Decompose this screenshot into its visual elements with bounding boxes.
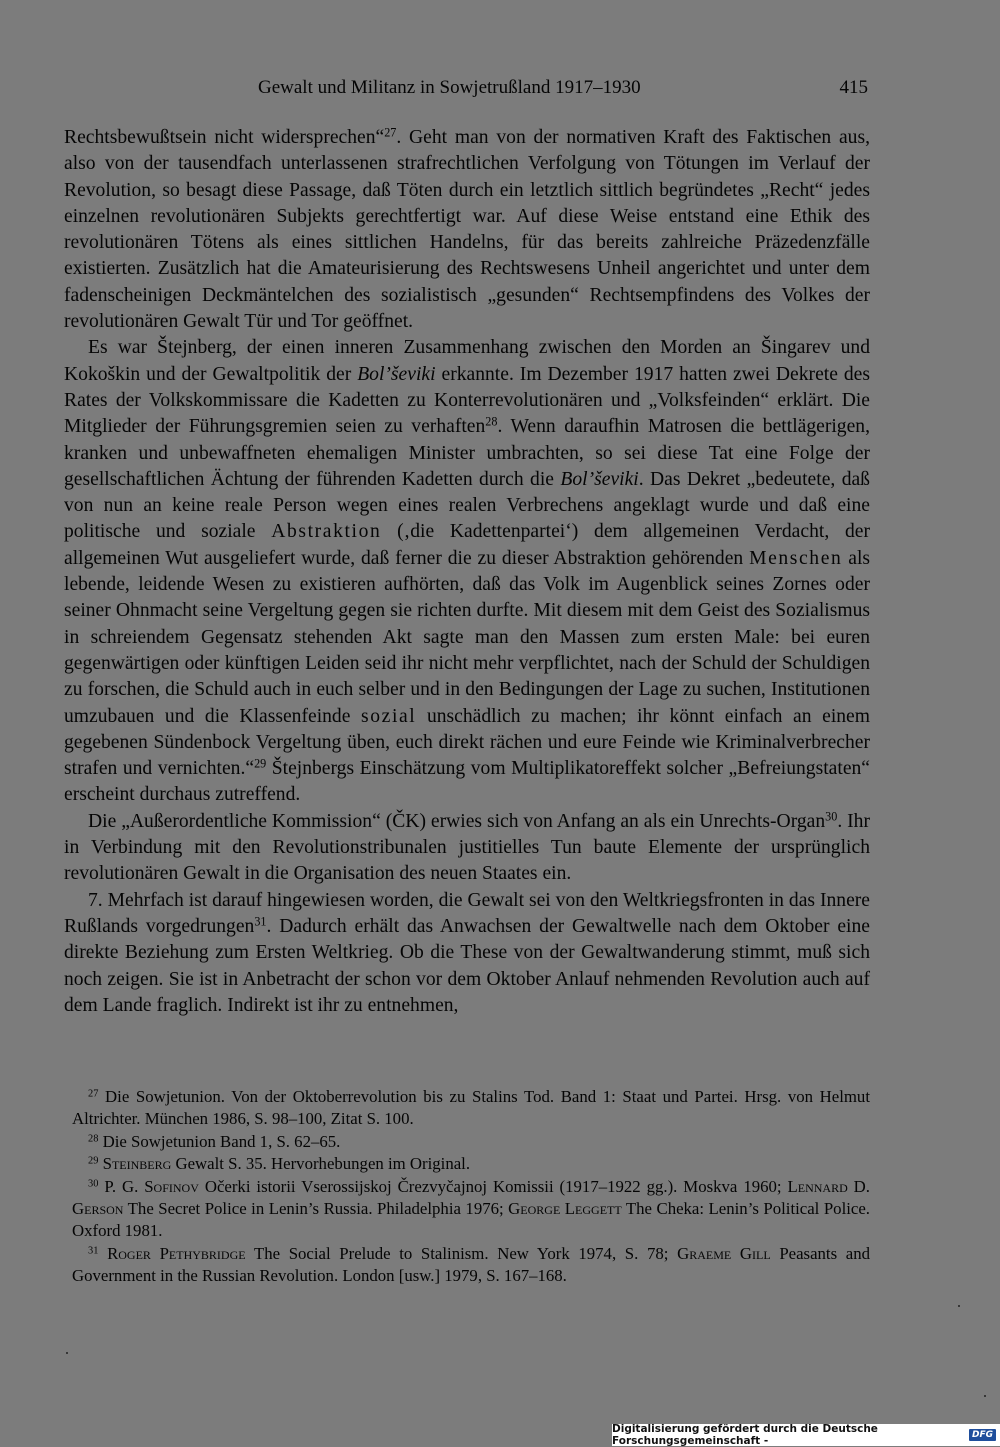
footnote-number: 28 bbox=[88, 1133, 99, 1145]
footnote-text: The Cheka: Lenin’s Political Police. Oxford 1981. bbox=[72, 1199, 870, 1241]
footnote-number: 27 bbox=[88, 1088, 99, 1100]
running-head bbox=[258, 76, 868, 100]
text-run: . Wenn daraufhin Matrosen die bettlägerigen, kranken und unbewaffneten ehemaligen Minister umbrachten, so sei diese Tat eine Folge der gesellschaftlichen Ächtung der führenden Kadetten durch die bbox=[64, 416, 870, 490]
footnote-ref-30: 30 bbox=[825, 809, 838, 824]
text-run: . Das Dekret „bedeutete, daß von nun an keine reale Person wegen eines realen Verbrechens angeklagt wurde und daß eine politische und soziale bbox=[64, 468, 870, 543]
paragraph-3 bbox=[64, 809, 870, 888]
author-name: Steinberg bbox=[102, 1154, 172, 1174]
author-name: Lennard D. Gerson bbox=[72, 1176, 870, 1219]
footnote-27 bbox=[72, 1086, 870, 1131]
emphasis-spaced: Menschen bbox=[749, 547, 843, 569]
author-name: Graeme Gill bbox=[677, 1243, 771, 1263]
text-run: 7. Mehrfach ist darauf hingewiesen worden, die Gewalt sei von den Weltkriegsfronten in das Innere Rußlands vorgedrungen bbox=[64, 889, 870, 937]
text-run: unschädlich zu machen; ihr könnt einfach an einem gegebenen Sündenbock Vergeltung üben, euch direkt rächen und eure Feinde wie Kriminalverbrecher strafen und vernichten.“ bbox=[64, 705, 870, 780]
text-run: Rechtsbewußtsein nicht widersprechen“ bbox=[64, 127, 385, 148]
text-run: erkannte. Im Dezember 1917 hatten zwei Dekrete des Rates der Volkskommissare die Kadetten zu Konterrevolutionären und „Volksfeinden“ erklärt. Die Mitglieder der Führungsgremien seien zu verhaften bbox=[64, 363, 870, 438]
footnote-text: Die Sowjetunion Band 1, S. 62–65. bbox=[98, 1131, 341, 1151]
text-run: . Dadurch erhält das Anwachsen der Gewaltwelle nach dem Oktober eine direkte Beziehung zum Ersten Weltkrieg. Ob die These von der Gewaltwanderung stimmt, muß sich noch zeigen. Sie ist in Anbetracht der schon vor dem Oktober Anlauf nehmenden Revolution auch auf dem Lande fraglich. Indirekt ist ihr zu entnehmen, bbox=[64, 915, 870, 1016]
dfg-logo-icon: DFG bbox=[969, 1429, 996, 1441]
italic-term: Bol’ševiki bbox=[357, 363, 436, 385]
footnote-text: The Secret Police in Lenin’s Russia. Philadelphia 1976; bbox=[123, 1199, 509, 1219]
footnote-text: Očerki istorii Vserossijskoj Črezvyčajnoj Komissii (1917–1922 gg.). Moskva 1960; bbox=[198, 1176, 788, 1196]
running-title: Gewalt und Militanz in Sowjetrußland 1917–1930 bbox=[258, 77, 641, 98]
footnote-number: 31 bbox=[88, 1245, 99, 1257]
scan-speck bbox=[984, 1395, 986, 1397]
paragraph-1 bbox=[64, 125, 870, 335]
text-run: . Ihr in Verbindung mit den Revolutionstribunalen justitielles Tun baute Elemente der ursprünglich revolutionären Gewalt in die Organisation des neuen Staates ein. bbox=[64, 810, 870, 885]
text-run: . Geht man von der normativen Kraft des Faktischen aus, also von der tausendfach unterlassenen strafrechtlichen Verfolgung von Tötungen im Verlauf der Revolution, so besagt diese Passage, daß Töten durch ein letztlich sittlich begründetes „Recht“ jedes einzelnen revolutionären Subjekts gerechtfertigt war. Auf diese Weise entstand eine Ethik des revolutionären Tötens als eines sittlichen Handelns, für das bereits zahlreiche Präzedenzfälle existierten. Zusätzlich hat die Amateurisierung des Rechtswesens Unheil angerichtet und unter dem fadenscheinigen Deckmäntelchen des sozialistisch „gesunden“ Rechtsempfindens des Volkes der revolutionären Gewalt Tür und Tor geöffnet. bbox=[64, 127, 870, 333]
footnote-31 bbox=[72, 1243, 870, 1288]
text-run: Es war Štejnberg, der einen inneren Zusammenhang zwischen den Morden an Šingarev und Kokoškin und der Gewaltpolitik der bbox=[64, 337, 870, 385]
footnote-number: 30 bbox=[88, 1177, 99, 1189]
emphasis-spaced: Abstraktion bbox=[271, 521, 382, 543]
emphasis-spaced: sozial bbox=[361, 705, 417, 727]
paragraph-2 bbox=[64, 335, 870, 808]
footnotes bbox=[72, 1086, 870, 1288]
page-number: 415 bbox=[839, 77, 868, 98]
text-run: Die „Außerordentliche Kommission“ (ČK) erwies sich von Anfang an als ein Unrechts-Organ bbox=[88, 810, 826, 832]
footnote-number: 29 bbox=[88, 1155, 99, 1167]
footnote-ref-27: 27 bbox=[384, 125, 397, 140]
scan-speck bbox=[66, 1352, 68, 1354]
main-text bbox=[64, 125, 870, 1019]
digitization-credit bbox=[612, 1424, 1000, 1446]
text-run: als lebende, leidende Wesen zu existieren aufhörten, daß das Volk im Augenblick seines Zornes oder seiner Ohnmacht seine Vergeltung gegen sie richten durfte. Mit diesem mit dem Geist des Sozialismus in schreiendem Gegensatz stehenden Akt sagte man den Massen zum ersten Male: bei euren gegenwärtigen oder künftigen Leiden seid ihr nicht mehr verpflichtet, nach der Schuld der Schuldigen zu forschen, die Schuld auch in euch selber und in den Bedingungen der Lage zu suchen, Institutionen umzubauen und die Klassenfeinde bbox=[64, 547, 871, 727]
author-name: P. G. Sofinov bbox=[104, 1176, 199, 1196]
author-name: George Leggett bbox=[508, 1199, 622, 1219]
footnote-text: Peasants and Government in the Russian Revolution. London [usw.] 1979, S. 167–168. bbox=[72, 1243, 870, 1286]
italic-term: Bol’ševiki bbox=[560, 468, 639, 490]
footnote-28 bbox=[72, 1131, 870, 1153]
author-name: Roger Pethybridge bbox=[107, 1243, 246, 1263]
footnote-ref-29: 29 bbox=[254, 756, 267, 771]
scan-speck bbox=[958, 1305, 960, 1307]
footnote-30 bbox=[72, 1176, 870, 1243]
footnote-text: The Social Prelude to Stalinism. New York 1974, S. 78; bbox=[245, 1243, 678, 1263]
credit-text: Digitalisierung gefördert durch die Deutsche Forschungsgemeinschaft - bbox=[612, 1423, 878, 1447]
text-run: (‚die Kadettenpartei‘) dem allgemeinen Verdacht, der allgemeinen Wut ausgeliefert wurde, daß ferner die zu dieser Abstraktion gehörenden bbox=[64, 521, 870, 569]
footnote-text: Die Sowjetunion. Von der Oktoberrevolution bis zu Stalins Tod. Band 1: Staat und Partei. Hrsg. von Helmut Altrichter. München 1986, S. 98–100, Zitat S. 100. bbox=[72, 1087, 870, 1129]
paragraph-4 bbox=[64, 888, 870, 1019]
footnote-29 bbox=[72, 1153, 870, 1175]
footnote-ref-28: 28 bbox=[485, 414, 498, 429]
footnote-text: Gewalt S. 35. Hervorhebungen im Original. bbox=[171, 1154, 471, 1174]
text-run: Štejnbergs Einschätzung vom Multiplikatoreffekt solcher „Befreiungstaten“ erscheint durchaus zutreffend. bbox=[64, 758, 871, 806]
footnote-ref-31: 31 bbox=[254, 914, 267, 929]
